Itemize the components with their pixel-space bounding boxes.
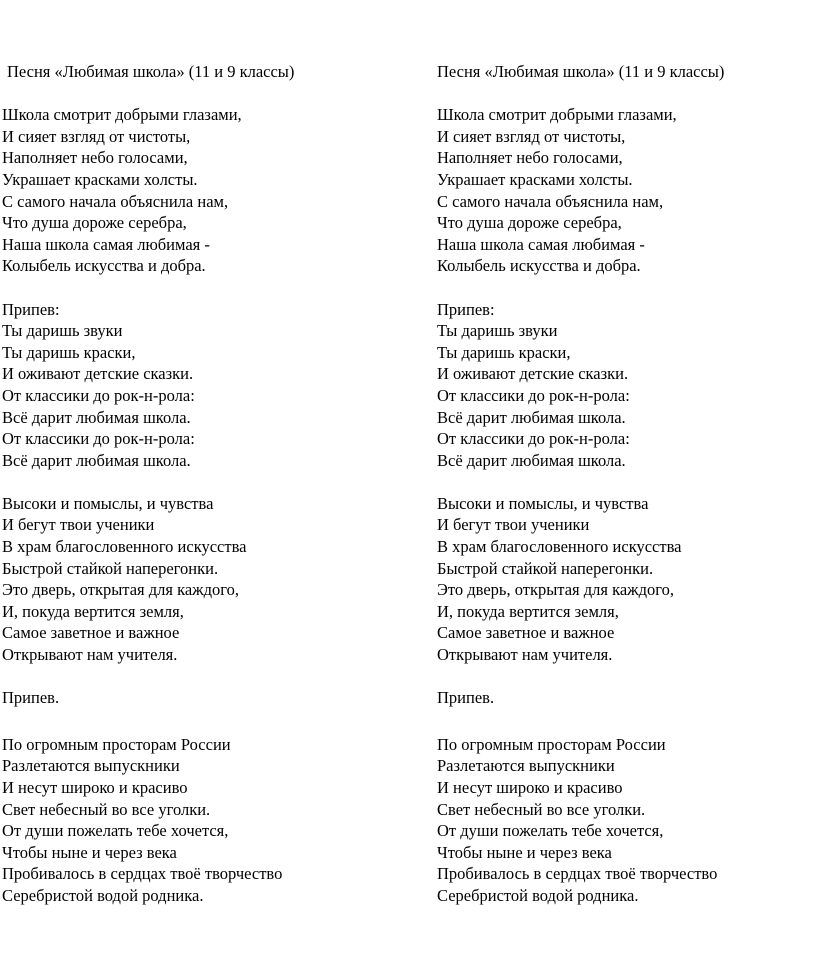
lyric-line: Свет небесный во все уголки. bbox=[437, 799, 646, 819]
lyric-line: Серебристой водой родника. bbox=[2, 885, 204, 905]
lyric-line: Это дверь, открытая для каждого, bbox=[2, 580, 239, 600]
song-title: Песня «Любимая школа» (11 и 9 классы) bbox=[7, 62, 295, 81]
lyric-line: По огромным просторам России bbox=[2, 734, 231, 754]
song-title: Песня «Любимая школа» (11 и 9 классы) bbox=[437, 62, 725, 81]
lyric-line: От души пожелать тебе хочется, bbox=[2, 821, 229, 841]
lyric-line: И несут широко и красиво bbox=[437, 778, 623, 797]
lyric-line: Высоки и помыслы, и чувства bbox=[437, 493, 649, 513]
lyric-line: Пробивалось в сердцах твоё творчество bbox=[437, 864, 718, 884]
lyric-line: От души пожелать тебе хочется, bbox=[437, 821, 664, 841]
lyric-line: Быстрой стайкой наперегонки. bbox=[2, 558, 219, 578]
lyric-line: Разлетаются выпускники bbox=[2, 756, 180, 776]
lyric-line: И, покуда вертится земля, bbox=[437, 601, 619, 621]
lyric-line: И, покуда вертится земля, bbox=[2, 601, 184, 621]
lyric-line: От классики до рок-н-рола: bbox=[2, 385, 195, 405]
lyric-line: Всё дарит любимая школа. bbox=[437, 450, 626, 470]
right-column bbox=[437, 61, 807, 928]
lyric-line: Наша школа самая любимая - bbox=[437, 234, 645, 254]
lyric-line: В храм благословенного искусства bbox=[2, 537, 247, 557]
stanza-chorus bbox=[437, 299, 807, 472]
lyric-line: Серебристой водой родника. bbox=[437, 885, 639, 905]
lyric-line: Припев. bbox=[437, 688, 495, 708]
lyric-line: Колыбель искусства и добра. bbox=[437, 256, 641, 276]
lyric-line: Школа смотрит добрыми глазами, bbox=[437, 105, 677, 125]
stanza-verse-1 bbox=[437, 104, 807, 277]
lyric-line: Самое заветное и важное bbox=[437, 623, 615, 643]
stanza-verse-2 bbox=[437, 493, 807, 666]
lyric-line: Припев. bbox=[2, 688, 60, 708]
lyric-line: Школа смотрит добрыми глазами, bbox=[2, 105, 242, 125]
lyric-line: Припев: bbox=[437, 299, 495, 319]
lyric-line: Наша школа самая любимая - bbox=[2, 234, 210, 254]
lyric-line: Открывают нам учителя. bbox=[437, 645, 613, 665]
lyric-line: Украшает красками холсты. bbox=[2, 169, 198, 189]
lyric-line: Чтобы ныне и через века bbox=[2, 842, 177, 862]
stanza-chorus-ref bbox=[437, 687, 807, 709]
lyric-line: Это дверь, открытая для каждого, bbox=[437, 580, 674, 600]
lyric-line: И несут широко и красиво bbox=[2, 778, 188, 797]
lyric-line: Что душа дороже серебра, bbox=[437, 213, 622, 233]
lyric-line: И сияет взгляд от чистоты, bbox=[437, 126, 626, 146]
lyric-line: Всё дарит любимая школа. bbox=[437, 407, 626, 427]
lyric-line: Наполняет небо голосами, bbox=[437, 148, 623, 168]
lyric-line: Всё дарит любимая школа. bbox=[2, 450, 191, 470]
lyric-line: Украшает красками холсты. bbox=[437, 169, 633, 189]
lyric-line: Всё дарит любимая школа. bbox=[2, 407, 191, 427]
lyric-line: С самого начала объяснила нам, bbox=[2, 191, 229, 211]
lyric-line: От классики до рок-н-рола: bbox=[437, 385, 630, 405]
lyric-line: И оживают детские сказки. bbox=[437, 364, 629, 384]
lyric-line: Что душа дороже серебра, bbox=[2, 213, 187, 233]
lyric-line: Свет небесный во все уголки. bbox=[2, 799, 211, 819]
stanza-verse-2 bbox=[2, 493, 372, 666]
lyric-line: Ты даришь звуки bbox=[437, 321, 558, 341]
stanza-verse-3 bbox=[2, 734, 372, 907]
lyric-line: Пробивалось в сердцах твоё творчество bbox=[2, 864, 283, 884]
stanza-verse-1 bbox=[2, 104, 372, 277]
lyric-line: Чтобы ныне и через века bbox=[437, 842, 612, 862]
lyric-line: И оживают детские сказки. bbox=[2, 364, 194, 384]
lyric-line: Самое заветное и важное bbox=[2, 623, 180, 643]
lyric-line: Высоки и помыслы, и чувства bbox=[2, 493, 214, 513]
lyric-line: И бегут твои ученики bbox=[437, 515, 590, 535]
lyric-line: Колыбель искусства и добра. bbox=[2, 256, 206, 276]
stanza-verse-3 bbox=[437, 734, 807, 907]
lyric-line: От классики до рок-н-рола: bbox=[2, 429, 195, 449]
lyric-line: И сияет взгляд от чистоты, bbox=[2, 126, 191, 146]
lyric-line: Ты даришь краски, bbox=[437, 342, 571, 362]
lyric-line: Наполняет небо голосами, bbox=[2, 148, 188, 168]
lyric-line: С самого начала объяснила нам, bbox=[437, 191, 664, 211]
lyric-line: И бегут твои ученики bbox=[2, 515, 155, 535]
stanza-chorus-ref bbox=[2, 687, 372, 709]
lyric-line: Ты даришь краски, bbox=[2, 342, 136, 362]
lyric-line: По огромным просторам России bbox=[437, 734, 666, 754]
lyric-line: Быстрой стайкой наперегонки. bbox=[437, 558, 654, 578]
left-column bbox=[2, 61, 372, 928]
lyric-line: Ты даришь звуки bbox=[2, 321, 123, 341]
lyric-line: От классики до рок-н-рола: bbox=[437, 429, 630, 449]
lyric-line: В храм благословенного искусства bbox=[437, 537, 682, 557]
lyric-line: Разлетаются выпускники bbox=[437, 756, 615, 776]
lyric-line: Открывают нам учителя. bbox=[2, 645, 178, 665]
stanza-chorus bbox=[2, 299, 372, 472]
lyric-line: Припев: bbox=[2, 299, 60, 319]
